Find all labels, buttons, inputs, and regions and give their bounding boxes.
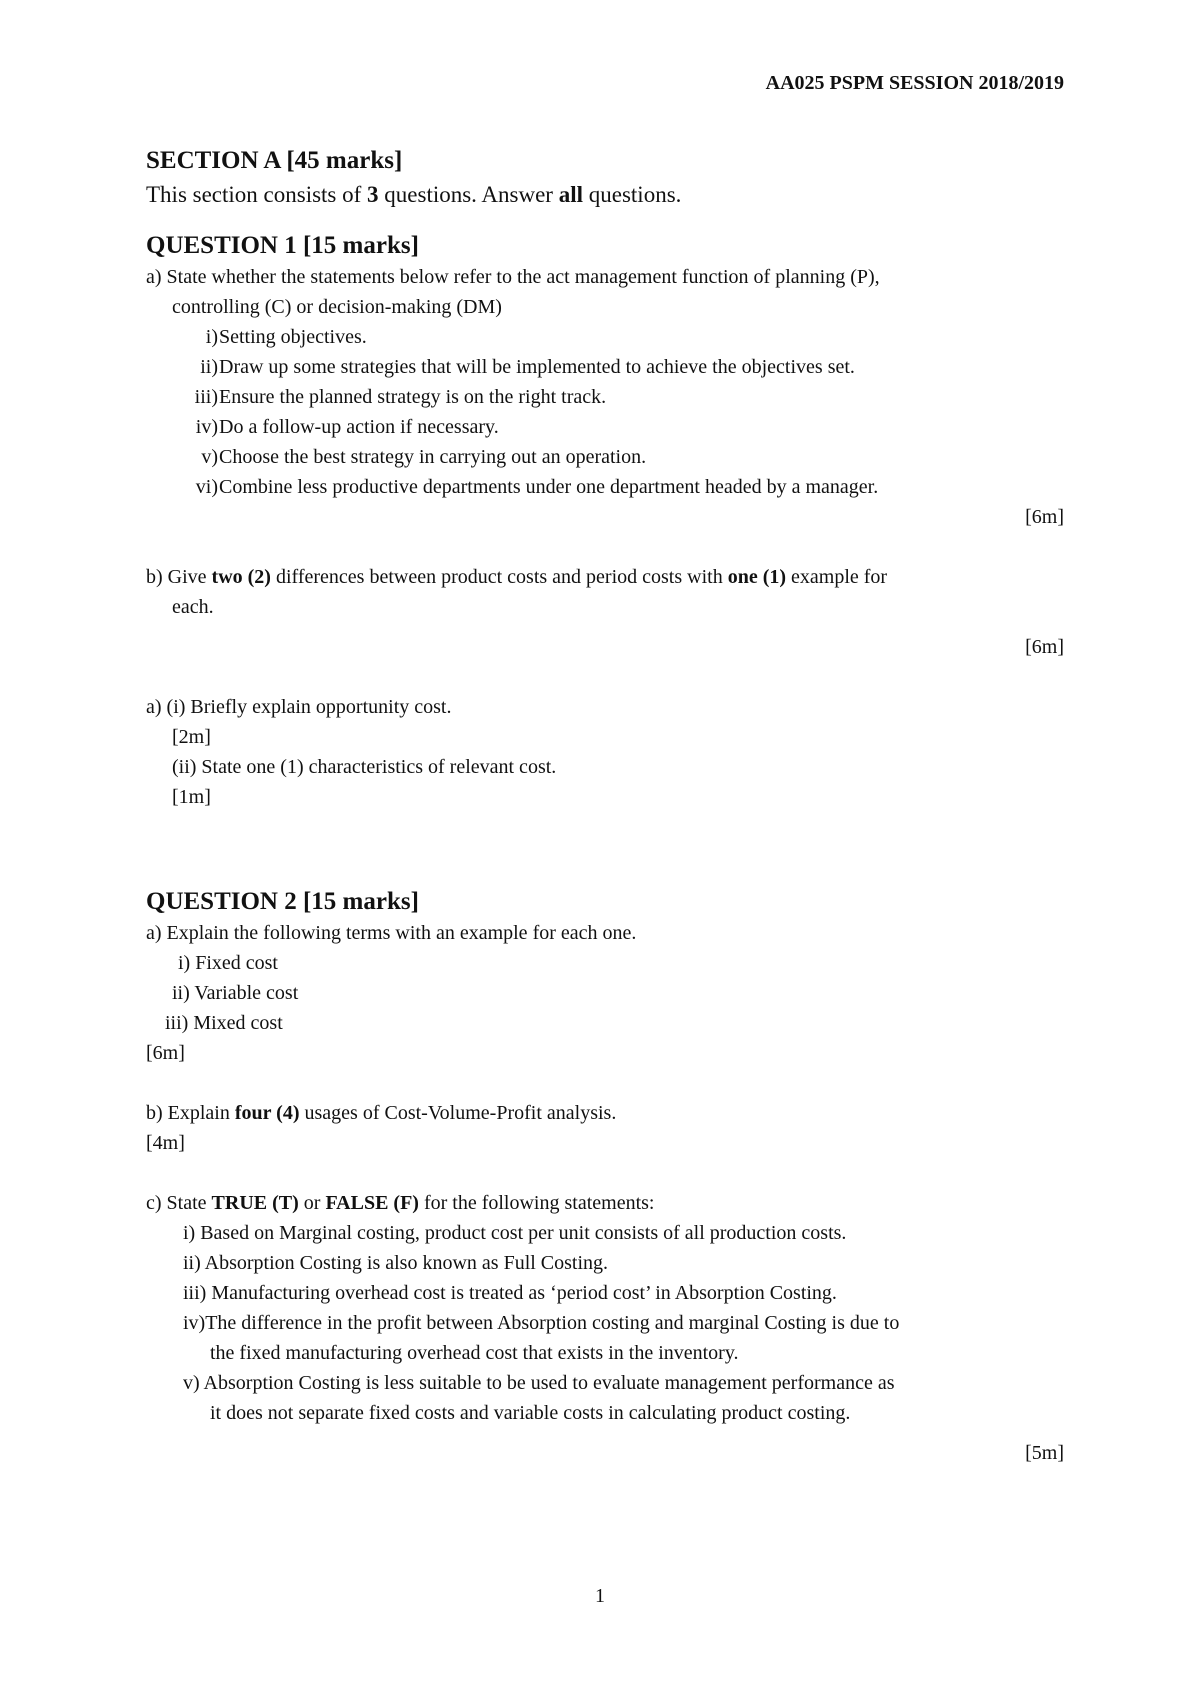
q2-a-item: iii) Mixed cost (165, 1012, 283, 1034)
q1-c-mark1: [2m] (172, 726, 211, 748)
q1-item-num: v) (201, 446, 218, 468)
q1-item-text: Setting objectives. (219, 326, 367, 348)
q2-b-line: b) Explain four (4) usages of Cost-Volume-Profit analysis. (146, 1102, 617, 1124)
q1-item-num: ii) (200, 356, 218, 378)
q2-c-item: iii) Manufacturing overhead cost is treated as ‘period cost’ in Absorption Costing. (183, 1282, 837, 1304)
q2-c-marks: [5m] (1025, 1442, 1064, 1464)
q1-item-num: i) (205, 326, 218, 348)
q1-b-line2: each. (172, 596, 214, 618)
q1-a-marks: [6m] (1025, 506, 1064, 528)
page-header: AA025 PSPM SESSION 2018/2019 (765, 72, 1064, 94)
q1-item-text: Combine less productive departments under one department headed by a manager. (219, 476, 879, 498)
q2-c-line: c) State TRUE (T) or FALSE (F) for the following statements: (146, 1192, 655, 1214)
q1-item-num: vi) (195, 476, 218, 498)
question-1-title: QUESTION 1 [15 marks] (146, 232, 419, 259)
q2-b-marks: [4m] (146, 1132, 185, 1154)
q2-c-item: v) Absorption Costing is less suitable to be used to evaluate management performance as (183, 1372, 895, 1394)
q2-c-item: i) Based on Marginal costing, product cost per unit consists of all production costs. (183, 1222, 847, 1244)
q2-a-item: ii) Variable cost (172, 982, 299, 1004)
q2-c-item: ii) Absorption Costing is also known as Full Costing. (183, 1252, 609, 1274)
q2-a-line1: a) Explain the following terms with an example for each one. (146, 922, 637, 944)
question-2-title: QUESTION 2 [15 marks] (146, 888, 419, 915)
q1-c-line1: a) (i) Briefly explain opportunity cost. (146, 696, 452, 718)
q1-item-text: Do a follow-up action if necessary. (219, 416, 499, 438)
q1-item-text: Ensure the planned strategy is on the right track. (219, 386, 607, 408)
section-title: SECTION A [45 marks] (146, 147, 403, 174)
q2-a-item: i) Fixed cost (178, 952, 278, 974)
q1-b-marks: [6m] (1025, 636, 1064, 658)
q1-item-num: iv) (195, 416, 218, 438)
q1-b-line1: b) Give two (2) differences between product costs and period costs with one (1) example for (146, 566, 888, 588)
q1-a-line2: controlling (C) or decision-making (DM) (172, 296, 502, 318)
q2-c-item: iv)The difference in the profit between Absorption costing and marginal Costing is due to (183, 1312, 900, 1334)
q1-item-text: Choose the best strategy in carrying out an operation. (219, 446, 647, 468)
page-number: 1 (595, 1585, 605, 1607)
q1-item-num: iii) (194, 386, 218, 408)
q2-c-item-cont: the fixed manufacturing overhead cost that exists in the inventory. (210, 1342, 739, 1364)
q2-a-marks: [6m] (146, 1042, 185, 1064)
q1-c-mark2: [1m] (172, 786, 211, 808)
q2-c-item-cont: it does not separate fixed costs and variable costs in calculating product costing. (210, 1402, 851, 1424)
q1-item-text: Draw up some strategies that will be implemented to achieve the objectives set. (219, 356, 855, 378)
section-intro: This section consists of 3 questions. Answer all questions. (146, 182, 682, 207)
q1-c-line2: (ii) State one (1) characteristics of relevant cost. (172, 756, 557, 778)
q1-a-line1: a) State whether the statements below refer to the act management function of planning (P), (146, 266, 880, 288)
